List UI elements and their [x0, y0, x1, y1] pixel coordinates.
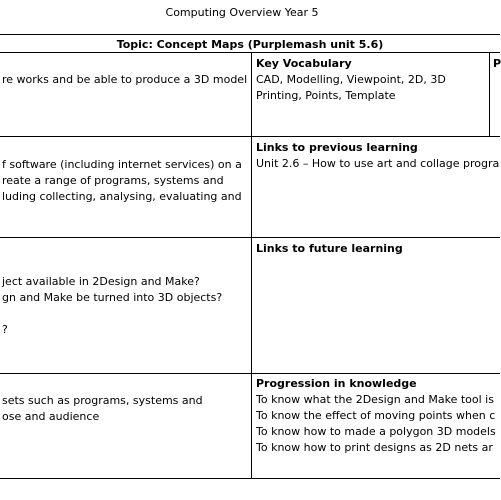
- key-vocabulary-heading: Key Vocabulary: [256, 57, 352, 70]
- topic-heading: Topic: Concept Maps (Purplemash unit 5.6): [116, 38, 384, 51]
- row-3-divider: [0, 373, 500, 374]
- table-top-border: [0, 34, 500, 35]
- text-line: To know the effect of moving points when c: [256, 409, 496, 422]
- text-line: To know how to made a polygon 3D models: [256, 425, 496, 438]
- row-1-divider: [0, 136, 500, 137]
- table-bottom-border: [0, 478, 500, 479]
- column-divider: [251, 52, 252, 478]
- text-line: f software (including internet services) on a: [2, 158, 242, 171]
- text-line: gn and Make be turned into 3D objects?: [2, 291, 223, 304]
- row-3-right-cell: [256, 241, 500, 257]
- text-line: sets such as programs, systems and: [2, 394, 203, 407]
- row-4-left-text: [2, 393, 250, 425]
- text-line: Unit 2.6 – How to use art and collage progra: [256, 157, 500, 170]
- row-4-right-cell: [256, 376, 500, 456]
- document-title: Computing Overview Year 5: [165, 6, 319, 19]
- text-line: To know how to print designs as 2D nets ar: [256, 441, 493, 454]
- text-line: ose and audience: [2, 410, 100, 423]
- row-2-right-cell: [256, 140, 500, 172]
- text-line: reate a range of programs, systems and: [2, 174, 224, 187]
- row-3-left-text: [2, 274, 250, 338]
- row-1-left-text: [2, 72, 250, 88]
- text-line: luding collecting, analysing, evaluating and: [2, 190, 242, 203]
- text-line: CAD, Modelling, Viewpoint, 2D, 3D: [256, 73, 446, 86]
- text-line: ject available in 2Design and Make?: [2, 275, 200, 288]
- links-previous-heading: Links to previous learning: [256, 141, 418, 154]
- row-2-left-text: [2, 157, 250, 205]
- text-line: To know what the 2Design and Make tool is: [256, 393, 494, 406]
- links-future-heading: Links to future learning: [256, 242, 403, 255]
- text-line: Printing, Points, Template: [256, 89, 396, 102]
- row-2-divider: [0, 237, 500, 238]
- topic-row-divider: [0, 52, 500, 53]
- text-line: ?: [2, 323, 8, 336]
- far-right-heading: P: [493, 57, 501, 70]
- progression-heading: Progression in knowledge: [256, 377, 417, 390]
- far-right-column-divider: [489, 52, 490, 136]
- row-1-right-cell: [256, 56, 488, 104]
- text-line: re works and be able to produce a 3D model: [2, 73, 248, 86]
